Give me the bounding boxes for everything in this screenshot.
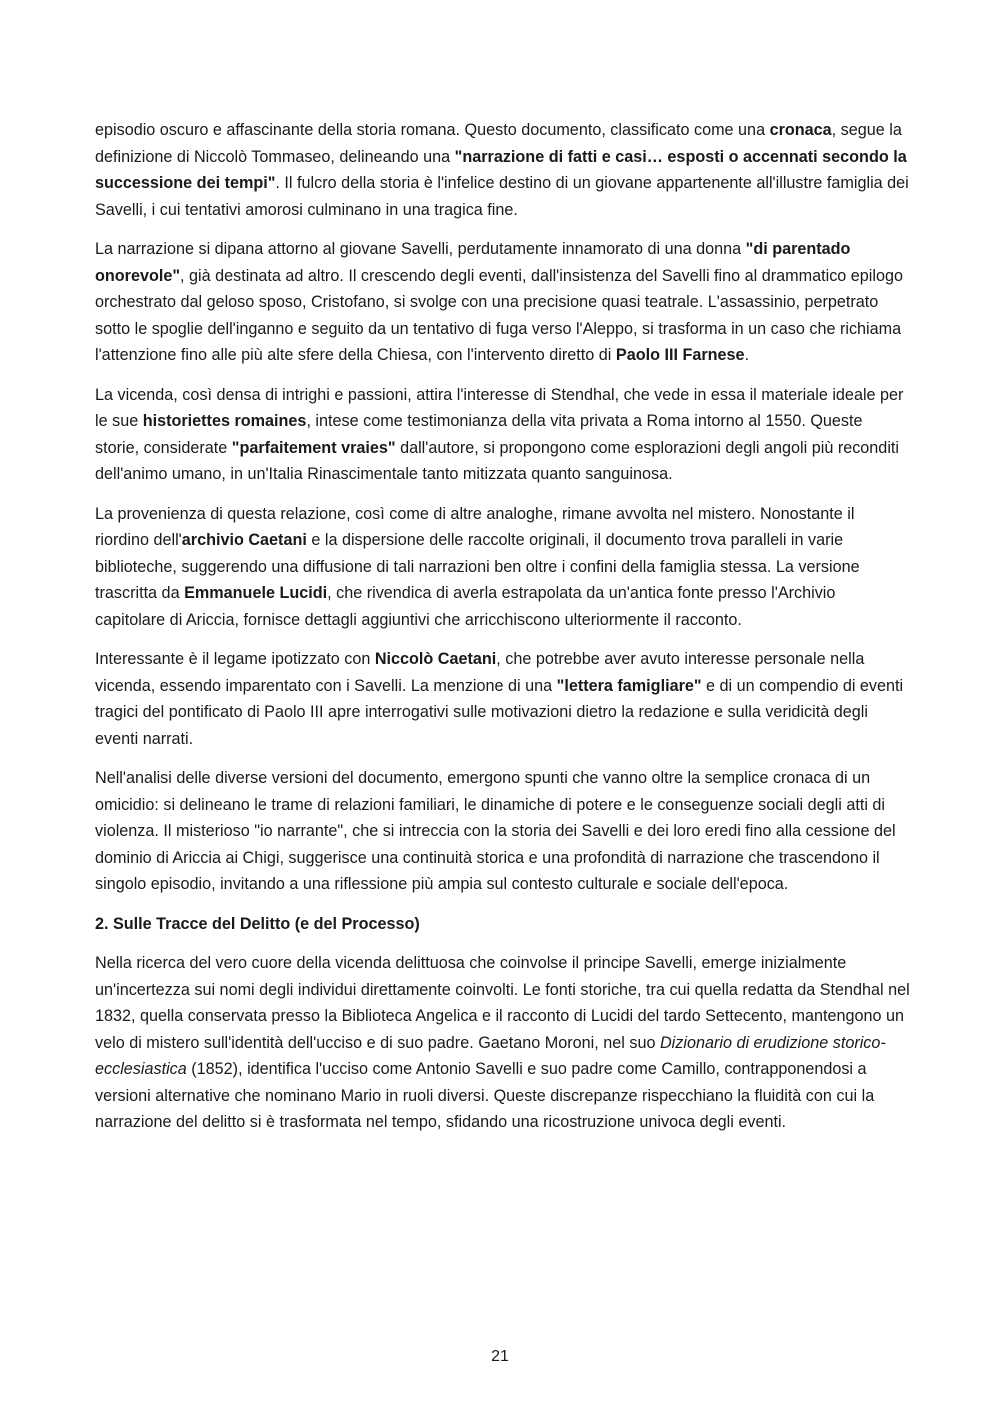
bold-text: Niccolò Caetani xyxy=(374,650,497,668)
paragraph xyxy=(95,501,910,634)
text-run: La vicenda, così densa di intrighi e passioni, attira l'interesse di Stendhal, che vede in essa il materiale ideale per le sue xyxy=(95,385,904,430)
intro-section xyxy=(95,117,910,898)
text-run: , intese come testimonianza della vita privata a Roma intorno al 1550. Queste storie, considerate xyxy=(95,412,863,457)
document-page xyxy=(95,117,910,1149)
page-number: 21 xyxy=(491,1348,509,1365)
text-run: , segue la definizione di Niccolò Tommaseo, delineando una xyxy=(95,121,902,166)
bold-text: "narrazione di fatti e casi… esposti o accennati secondo la successione dei tempi" xyxy=(95,147,907,192)
paragraph xyxy=(95,382,910,488)
text-run: La provenienza di questa relazione, così come di altre analoghe, rimane avvolta nel mistero. Nonostante il riordino dell' xyxy=(95,504,855,549)
bold-text: "di parentado onorevole" xyxy=(95,240,851,285)
text-run: e di un compendio di eventi tragici del pontificato di Paolo III apre interrogativi sulle motivazioni dietro la redazione e sulla veridicità degli eventi narrati. xyxy=(95,676,904,748)
paragraph xyxy=(95,117,910,223)
bold-text: archivio Caetani xyxy=(181,531,307,549)
bold-text: cronaca xyxy=(769,121,832,139)
text-run: Nell'analisi delle diverse versioni del documento, emergono spunti che vanno oltre la semplice cronaca di un omicidio: si delineano le trame di relazioni familiari, le dinamiche di potere e le conseguenze sociali degli atti di violenza. Il misterioso "io narrante", che si intreccia con la storia dei Savelli e dei loro eredi fino alla cessione del dominio di Ariccia ai Chigi, suggerisce una continuità storica e una profondità di narrazione che trascendono il singolo episodio, invitando a una riflessione più ampia sul contesto culturale e sociale dell'epoca. xyxy=(95,769,896,893)
text-run: , già destinata ad altro. Il crescendo degli eventi, dall'insistenza del Savelli fino al drammatico epilogo orchestrato dal geloso sposo, Cristofano, si svolge con una precisione quasi teatrale. L'assassinio, perpetrato sotto le spoglie dell'inganno e seguito da un tentativo di fuga verso l'Aleppo, si trasforma in un caso che richiama l'attenzione fino alle più alte sfere della Chiesa, con l'intervento diretto di xyxy=(95,266,903,364)
text-run: La narrazione si dipana attorno al giovane Savelli, perdutamente innamorato di una donna xyxy=(95,240,746,258)
text-run: e la dispersione delle raccolte originali, il documento trova paralleli in varie biblioteche, suggerendo una diffusione di tali narrazioni ben oltre i confini della famiglia stessa. La versione trascritta da xyxy=(95,531,860,602)
paragraph xyxy=(95,765,910,898)
bold-text: "parfaitement vraies" xyxy=(231,438,396,457)
text-run: . xyxy=(744,346,750,364)
text-run: Nella ricerca del vero cuore della vicenda delittuosa che coinvolse il principe Savelli, emerge inizialmente un'incertezza sui nomi degli individui direttamente coinvolti. Le fonti storiche, tra cui quella redatta da Stendhal nel 1832, quella conservata presso la Biblioteca Angelica e il racconto di Lucidi del tardo Settecento, mantengono un velo di mistero sull'identità dell'ucciso e di suo padre. Gaetano Moroni, nel suo xyxy=(95,954,910,1052)
section-heading: 2. Sulle Tracce del Delitto (e del Processo) xyxy=(95,914,420,933)
text-run: , che rivendica di averla estrapolata da un'antica fonte presso l'Archivio capitolare di Ariccia, fornisce dettagli aggiuntivi che arricchiscono ulteriormente il racconto. xyxy=(95,584,836,629)
text-run: , che potrebbe aver avuto interesse personale nella vicenda, essendo imparentato con i Savelli. La menzione di una xyxy=(95,650,865,695)
section-body xyxy=(95,950,910,1136)
text-run: dall'autore, si propongono come esplorazioni degli angoli più reconditi dell'animo umano, in un'Italia Rinascimentale tanto mitizzata quanto sanguinosa. xyxy=(95,438,900,483)
text-run: episodio oscuro e affascinante della storia romana. Questo documento, classificato come una xyxy=(95,121,770,139)
paragraph xyxy=(95,950,910,1136)
text-run: Interessante è il legame ipotizzato con xyxy=(95,650,375,668)
text-run: . Il fulcro della storia è l'infelice destino di un giovane appartenente all'illustre famiglia dei Savelli, i cui tentativi amorosi culminano in una tragica fine. xyxy=(95,174,909,219)
paragraph xyxy=(95,236,910,369)
bold-text: "lettera famigliare" xyxy=(556,676,702,695)
text-run: (1852), identifica l'ucciso come Antonio Savelli e suo padre come Camillo, contrapponendosi a versioni alternative che nominano Mario in ruoli diversi. Queste discrepanze rispecchiano la fluidità con cui la narrazione del delitto si è trasformata nel tempo, sfidando una ricostruzione univoca degli eventi. xyxy=(95,1060,875,1131)
bold-text: Paolo III Farnese xyxy=(615,346,745,364)
bold-text: historiettes romaines xyxy=(142,412,307,430)
italic-text: Dizionario di erudizione storico-ecclesiastica xyxy=(95,1033,886,1078)
paragraph xyxy=(95,646,910,752)
bold-text: Emmanuele Lucidi xyxy=(184,584,328,602)
